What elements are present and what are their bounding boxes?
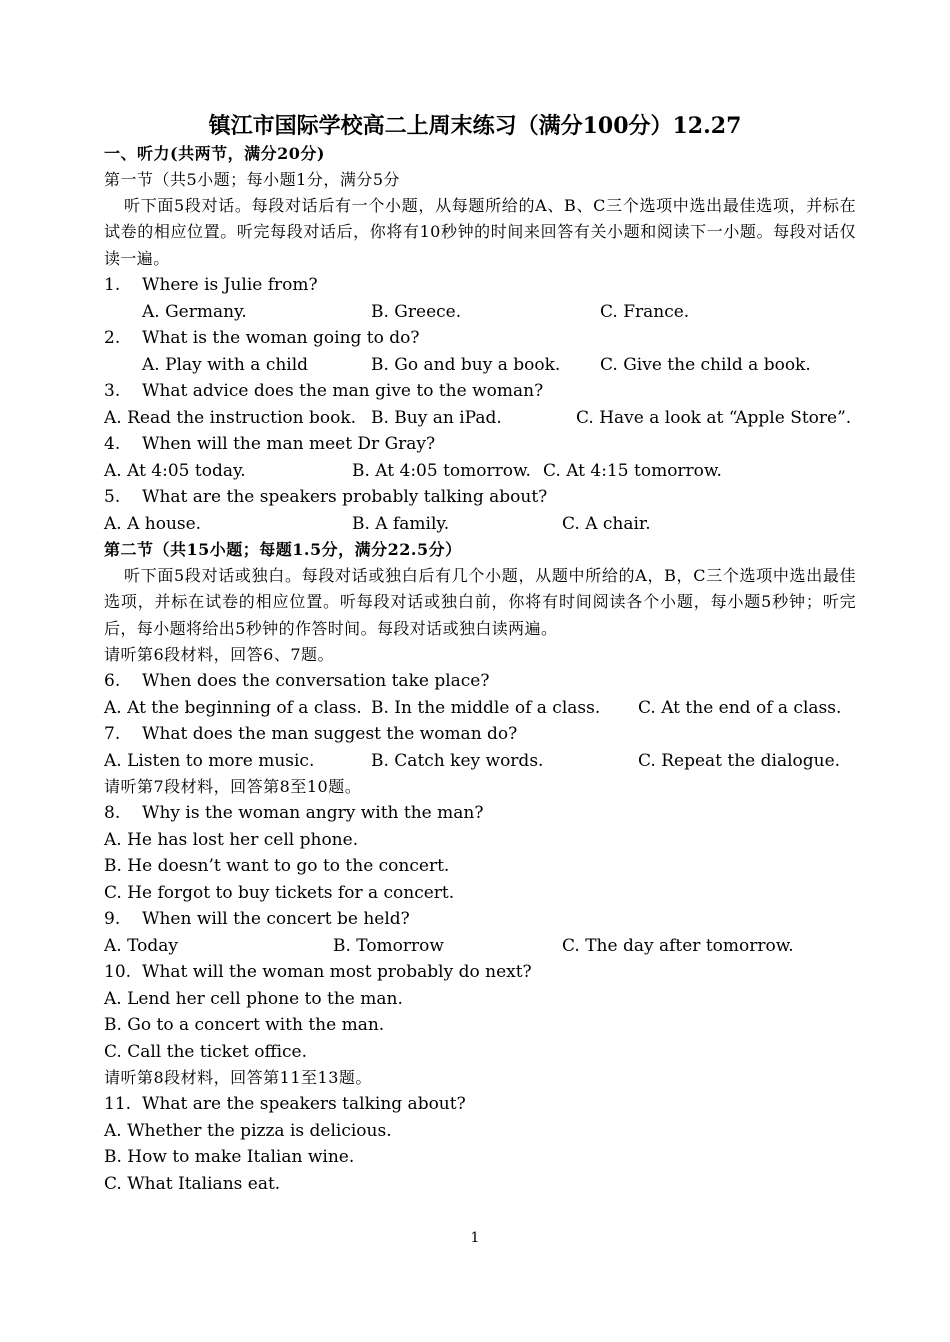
q8-option-a: A. He has lost her cell phone. (104, 830, 359, 850)
q11-option-b: B. How to make Italian wine. (104, 1147, 355, 1167)
question-text: What will the woman most probably do next? (142, 962, 532, 982)
material-8-label: 请听第8段材料，回答第11至13题。 (104, 1068, 372, 1087)
question-7 (104, 721, 517, 747)
page-title: 镇江市国际学校高二上周末练习（满分100分）12.27 (208, 113, 742, 139)
q6-option-b: B. In the middle of a class. (371, 698, 601, 718)
q2-option-a: A. Play with a child (142, 355, 309, 375)
q2-option-c: C. Give the child a book. (600, 355, 811, 375)
question-text: When will the man meet Dr Gray? (142, 434, 436, 454)
q4-option-a: A. At 4:05 today. (104, 461, 246, 481)
q11-option-c: C. What Italians eat. (104, 1174, 281, 1194)
q11-option-a: A. Whether the pizza is delicious. (104, 1121, 392, 1141)
question-number: 5. (104, 487, 121, 507)
q4-option-b: B. At 4:05 tomorrow. (352, 461, 531, 481)
question-text: What are the speakers talking about? (142, 1094, 466, 1114)
question-6 (104, 668, 489, 694)
question-number: 1. (104, 275, 121, 295)
question-text: What advice does the man give to the woman? (142, 381, 544, 401)
q3-option-c: C. Have a look at “Apple Store”. (576, 408, 852, 428)
q7-option-b: B. Catch key words. (371, 751, 544, 771)
q8-option-b: B. He doesn’t want to go to the concert. (104, 856, 450, 876)
question-9 (104, 906, 410, 932)
question-text: When does the conversation take place? (142, 671, 490, 691)
q1-option-a: A. Germany. (142, 302, 247, 322)
question-10 (104, 959, 532, 985)
q10-option-a: A. Lend her cell phone to the man. (104, 989, 403, 1009)
material-7-label: 请听第7段材料，回答第8至10题。 (104, 777, 362, 796)
q7-option-c: C. Repeat the dialogue. (638, 751, 841, 771)
q1-option-c: C. France. (600, 302, 690, 322)
q2-option-b: B. Go and buy a book. (371, 355, 561, 375)
question-2 (104, 325, 420, 351)
q4-option-c: C. At 4:15 tomorrow. (543, 461, 722, 481)
q3-option-a: A. Read the instruction book. (104, 408, 357, 428)
question-number: 8. (104, 803, 121, 823)
material-6-label: 请听第6段材料，回答6、7题。 (104, 645, 335, 664)
q10-option-b: B. Go to a concert with the man. (104, 1015, 385, 1035)
question-number: 3. (104, 381, 121, 401)
question-11 (104, 1091, 466, 1117)
q5-option-a: A. A house. (104, 514, 202, 534)
section2-heading: 第二节（共15小题；每题1.5分，满分22.5分） (104, 540, 462, 559)
question-number: 9. (104, 909, 121, 929)
q6-option-c: C. At the end of a class. (638, 698, 842, 718)
question-text: What are the speakers probably talking about? (142, 487, 548, 507)
page-number: 1 (470, 1230, 480, 1246)
question-number: 4. (104, 434, 121, 454)
q6-option-a: A. At the beginning of a class. (104, 698, 362, 718)
section2-instructions: 听下面5段对话或独白。每段对话或独白后有几个小题，从题中所给的A，B，C三个选项中选出最佳选项，并标在试卷的相应位置。听每段对话或独白前，你将有时间阅读各个小题，每小题5秒钟；听完后，每小题将给出5秒钟的作答时间。每段对话或独白读两遍。 (104, 566, 856, 638)
question-4 (104, 431, 435, 457)
question-number: 10. (104, 962, 132, 982)
question-1 (104, 272, 318, 298)
q5-option-b: B. A family. (352, 514, 450, 534)
part1-heading: 一、听力(共两节，满分20分) (104, 144, 325, 163)
question-number: 7. (104, 724, 121, 744)
question-5 (104, 484, 547, 510)
question-number: 6. (104, 671, 121, 691)
q9-option-c: C. The day after tomorrow. (562, 936, 794, 956)
section1-heading: 第一节（共5小题；每小题1分，满分5分 (104, 170, 401, 189)
question-text: Where is Julie from? (142, 275, 318, 295)
section1-instructions: 听下面5段对话。每段对话后有一个小题，从每题所给的A、B、C三个选项中选出最佳选项，并标在试卷的相应位置。听完每段对话后，你将有10秒钟的时间来回答有关小题和阅读下一小题。每段对话仅读一遍。 (104, 196, 856, 268)
q1-option-b: B. Greece. (371, 302, 462, 322)
q7-option-a: A. Listen to more music. (104, 751, 315, 771)
q9-option-b: B. Tomorrow (333, 936, 444, 956)
question-number: 2. (104, 328, 121, 348)
q3-option-b: B. Buy an iPad. (371, 408, 502, 428)
question-number: 11. (104, 1094, 132, 1114)
question-text: When will the concert be held? (142, 909, 410, 929)
question-3 (104, 378, 543, 404)
question-8 (104, 800, 483, 826)
question-text: Why is the woman angry with the man? (142, 803, 484, 823)
q9-option-a: A. Today (104, 936, 178, 956)
q5-option-c: C. A chair. (562, 514, 651, 534)
question-text: What is the woman going to do? (142, 328, 420, 348)
q8-option-c: C. He forgot to buy tickets for a concert. (104, 883, 455, 903)
question-text: What does the man suggest the woman do? (142, 724, 518, 744)
q10-option-c: C. Call the ticket office. (104, 1042, 307, 1062)
